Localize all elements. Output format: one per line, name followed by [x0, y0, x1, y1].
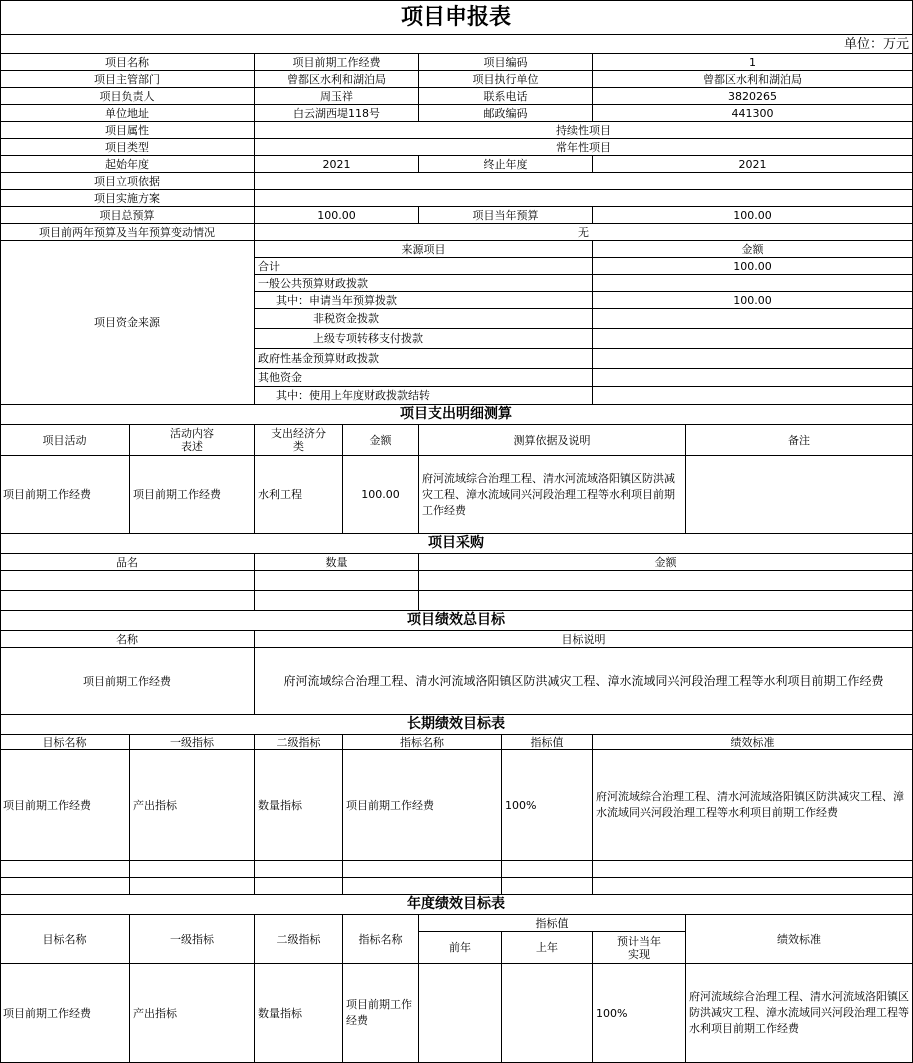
- funding-row-amount: [593, 387, 913, 405]
- value-end-year: 2021: [593, 156, 913, 173]
- expense-header: 金额: [343, 425, 419, 456]
- long-term-standard: 府河流域综合治理工程、清水河流域洛阳镇区防洪减灾工程、漳水流域同兴河段治理工程等水利项目前期工作经费: [593, 750, 913, 861]
- long-term-value: 100%: [502, 750, 593, 861]
- annual-header: 绩效标准: [686, 915, 913, 964]
- label-project-code: 项目编码: [419, 54, 593, 71]
- long-term-empty-cell: [130, 878, 255, 895]
- funding-row-amount: [593, 369, 913, 387]
- long-term-header: 二级指标: [255, 735, 343, 750]
- value-basis: [255, 173, 913, 190]
- funding-row-amount: 100.00: [593, 292, 913, 309]
- value-project-name: 项目前期工作经费: [255, 54, 419, 71]
- long-term-empty-cell: [343, 878, 502, 895]
- long-term-lvl1: 产出指标: [130, 750, 255, 861]
- funding-row-label: 一般公共预算财政拨款: [255, 275, 593, 292]
- label-project-name: 项目名称: [0, 54, 255, 71]
- long-term-header: 指标值: [502, 735, 593, 750]
- expense-header: 支出经济分类: [255, 425, 343, 456]
- annual-current: 100%: [593, 964, 686, 1063]
- value-dept: 曾都区水利和湖泊局: [255, 71, 419, 88]
- funding-row-amount: [593, 309, 913, 329]
- annual-header: 指标值: [419, 915, 686, 932]
- long-term-empty-cell: [0, 878, 130, 895]
- value-phone: 3820265: [593, 88, 913, 105]
- funding-row-amount: 100.00: [593, 258, 913, 275]
- label-attribute: 项目属性: [0, 122, 255, 139]
- procurement-cell: [255, 591, 419, 611]
- long-term-lvl2: 数量指标: [255, 750, 343, 861]
- annual-name: 项目前期工作经费: [343, 964, 419, 1063]
- long-term-empty-cell: [593, 861, 913, 878]
- funding-row-label: 非税资金拨款: [255, 309, 593, 329]
- procurement-header: 数量: [255, 554, 419, 571]
- long-term-empty-cell: [130, 861, 255, 878]
- long-term-header: 一级指标: [130, 735, 255, 750]
- expense-amount: 100.00: [343, 456, 419, 534]
- long-term-empty-cell: [343, 861, 502, 878]
- long-term-empty-cell: [593, 878, 913, 895]
- annual-prev2: [419, 964, 502, 1063]
- label-phone: 联系电话: [419, 88, 593, 105]
- funding-row-amount: [593, 349, 913, 369]
- perf-total-header: 目标说明: [255, 631, 913, 648]
- annual-header: 一级指标: [130, 915, 255, 964]
- annual-header: 二级指标: [255, 915, 343, 964]
- expense-header: 备注: [686, 425, 913, 456]
- label-end-year: 终止年度: [419, 156, 593, 173]
- value-address: 白云湖西堤118号: [255, 105, 419, 122]
- value-year-budget: 100.00: [593, 207, 913, 224]
- long-term-name: 项目前期工作经费: [343, 750, 502, 861]
- long-term-header: 绩效标准: [593, 735, 913, 750]
- annual-header: 预计当年实现: [593, 932, 686, 964]
- annual-standard: 府河流域综合治理工程、清水河流域洛阳镇区防洪减灾工程、漳水流域同兴河段治理工程等水利项目前期工作经费: [686, 964, 913, 1063]
- section-title-annual: 年度绩效目标表: [0, 895, 913, 915]
- perf-total-header: 名称: [0, 631, 255, 648]
- expense-header: 活动内容表述: [130, 425, 255, 456]
- long-term-empty-cell: [255, 878, 343, 895]
- long-term-goal: 项目前期工作经费: [0, 750, 130, 861]
- label-leader: 项目负责人: [0, 88, 255, 105]
- value-attribute: 持续性项目: [255, 122, 913, 139]
- value-zip: 441300: [593, 105, 913, 122]
- procurement-header: 金额: [419, 554, 913, 571]
- label-change: 项目前两年预算及当年预算变动情况: [0, 224, 255, 241]
- long-term-empty-cell: [502, 878, 593, 895]
- long-term-header: 指标名称: [343, 735, 502, 750]
- label-funding: 项目资金来源: [0, 241, 255, 405]
- funding-row-label: 其他资金: [255, 369, 593, 387]
- long-term-empty-cell: [502, 861, 593, 878]
- section-title-perf-total: 项目绩效总目标: [0, 611, 913, 631]
- funding-header-source: 来源项目: [255, 241, 593, 258]
- annual-header: 前年: [419, 932, 502, 964]
- funding-row-label: 政府性基金预算财政拨款: [255, 349, 593, 369]
- label-basis: 项目立项依据: [0, 173, 255, 190]
- label-start-year: 起始年度: [0, 156, 255, 173]
- section-title-expense: 项目支出明细测算: [0, 405, 913, 425]
- funding-row-label: 其中：使用上年度财政拨款结转: [255, 387, 593, 405]
- annual-goal: 项目前期工作经费: [0, 964, 130, 1063]
- annual-lvl1: 产出指标: [130, 964, 255, 1063]
- funding-row-amount: [593, 275, 913, 292]
- label-dept: 项目主管部门: [0, 71, 255, 88]
- annual-header: 指标名称: [343, 915, 419, 964]
- expense-category: 水利工程: [255, 456, 343, 534]
- procurement-header: 品名: [0, 554, 255, 571]
- long-term-empty-cell: [0, 861, 130, 878]
- procurement-cell: [419, 571, 913, 591]
- label-total-budget: 项目总预算: [0, 207, 255, 224]
- procurement-cell: [419, 591, 913, 611]
- expense-header: 项目活动: [0, 425, 130, 456]
- value-change: 无: [255, 224, 913, 241]
- label-address: 单位地址: [0, 105, 255, 122]
- label-type: 项目类型: [0, 139, 255, 156]
- expense-header: 测算依据及说明: [419, 425, 686, 456]
- funding-row-label: 合计: [255, 258, 593, 275]
- funding-header-amount: 金额: [593, 241, 913, 258]
- unit-label: 单位：万元: [0, 35, 913, 54]
- value-start-year: 2021: [255, 156, 419, 173]
- value-leader: 周玉祥: [255, 88, 419, 105]
- procurement-cell: [0, 591, 255, 611]
- label-year-budget: 项目当年预算: [419, 207, 593, 224]
- label-zip: 邮政编码: [419, 105, 593, 122]
- expense-activity: 项目前期工作经费: [0, 456, 130, 534]
- procurement-cell: [255, 571, 419, 591]
- value-total-budget: 100.00: [255, 207, 419, 224]
- annual-prev1: [502, 964, 593, 1063]
- value-type: 常年性项目: [255, 139, 913, 156]
- funding-row-amount: [593, 329, 913, 349]
- value-plan: [255, 190, 913, 207]
- annual-header: 目标名称: [0, 915, 130, 964]
- annual-header: 上年: [502, 932, 593, 964]
- perf-total-name: 项目前期工作经费: [0, 648, 255, 715]
- funding-row-label: 其中：申请当年预算拨款: [255, 292, 593, 309]
- section-title-procurement: 项目采购: [0, 534, 913, 554]
- value-project-code: 1: [593, 54, 913, 71]
- expense-content: 项目前期工作经费: [130, 456, 255, 534]
- section-title-long-term: 长期绩效目标表: [0, 715, 913, 735]
- label-exec-unit: 项目执行单位: [419, 71, 593, 88]
- value-exec-unit: 曾都区水利和湖泊局: [593, 71, 913, 88]
- long-term-header: 目标名称: [0, 735, 130, 750]
- page-title: 项目申报表: [0, 0, 913, 35]
- perf-total-desc: 府河流域综合治理工程、清水河流域洛阳镇区防洪减灾工程、漳水流域同兴河段治理工程等水利项目前期工作经费: [255, 648, 913, 715]
- funding-row-label: 上级专项转移支付拨款: [255, 329, 593, 349]
- expense-basis: 府河流域综合治理工程、清水河流域洛阳镇区防洪减灾工程、漳水流域同兴河段治理工程等水利项目前期工作经费: [419, 456, 686, 534]
- expense-note: [686, 456, 913, 534]
- long-term-empty-cell: [255, 861, 343, 878]
- procurement-cell: [0, 571, 255, 591]
- annual-lvl2: 数量指标: [255, 964, 343, 1063]
- label-plan: 项目实施方案: [0, 190, 255, 207]
